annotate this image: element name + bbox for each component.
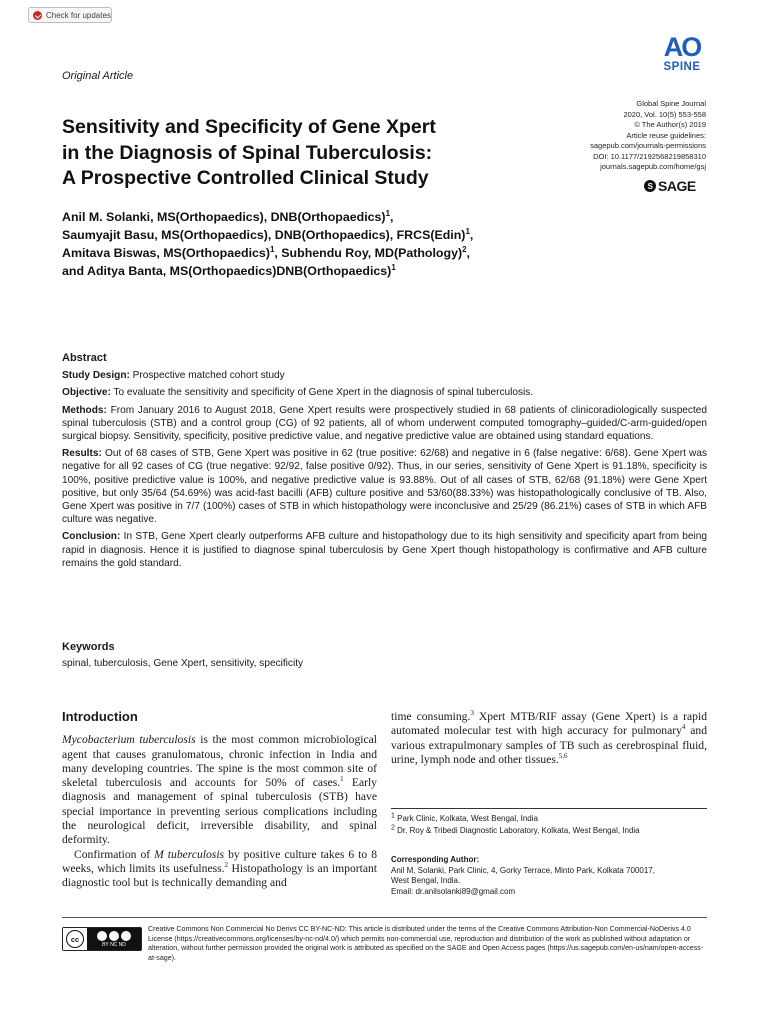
title-line: A Prospective Controlled Clinical Study [62, 167, 429, 189]
abstract-study-design: Study Design: Prospective matched cohort study [62, 370, 285, 382]
introduction-heading: Introduction [62, 709, 138, 724]
intro-paragraph-1: Mycobacterium tuberculosis is the most common microbiological agent that causes granulomatous, chronic infection in India and many developing countries. The spine is the most common site of skeletal tuberculosis and accounts for 50% of cases.$^1$ Early diagnosis and management of spinal tuberculosis (STB) have special importance in preventing serious complications including the neurological deficit, irreversible disability, and spinal deformity. [62, 733, 378, 847]
affiliation-divider [391, 808, 707, 809]
footer-divider [62, 917, 707, 918]
introduction-right-column [391, 710, 707, 767]
ao-spine-logo [656, 33, 708, 73]
author-line: Amitava Biswas, MS(Orthopaedics)$^1$, Subhendu Roy, MD(Pathology)$^2$, [62, 244, 470, 260]
abstract-conclusion: Conclusion: In STB, Gene Xpert clearly outperforms AFB culture and histopathology due to its high sensitivity and specificity apart from being rapid in diagnosis. Hence it is justified to diagnose spinal tuberculosis by Gene Xpert though histopathology is confirmative and AFB culture remains the gold standard. [62, 531, 707, 569]
corresponding-email[interactable]: Email: dr.anilsolanki89@gmail.com [391, 886, 516, 896]
article-type: Original Article [62, 70, 134, 82]
sage-logo [644, 178, 696, 194]
author-line: and Aditya Banta, MS(Orthopaedics)DNB(Orthopaedics)$^1$ [62, 262, 396, 278]
affiliation-item: $^2$ Dr. Roy & Tribedi Diagnostic Laboratory, Kolkata, West Bengal, India [391, 823, 640, 835]
reuse-label: Article reuse guidelines: [626, 130, 706, 140]
license-text: Creative Commons Non Commercial No Derivs CC BY-NC-ND: This article is distributed under the terms of the Creative Commons Attribution-Non Commercial-NoDerivs 4.0 License (https://creativecommons.org/licenses/by-nc-nd/4.0/) which permits non-commercial use, reproduction and distribution of the work as published without adaptation or alteration, without further permission provided the original work is attributed as specified on the SAGE and Open Access pages (https://us.sagepub.com/en-us/nam/open-access-at-sage). [148, 925, 704, 962]
abstract-objective: Objective: To evaluate the sensitivity and specificity of Gene Xpert in the diagnosis of spinal tuberculosis. [62, 387, 534, 399]
article-title [62, 115, 502, 192]
abstract-heading: Abstract [62, 352, 107, 364]
check-updates-icon [33, 11, 42, 20]
logo-ao: AO [663, 32, 701, 62]
abstract-results: Results: Out of 68 cases of STB, Gene Xpert was positive in 62 (true positive: 62/68) and negative in 6 (false negative: 6/68). Gene Xpert was negative for all 92 cases of CG (true negative: 92/92, false positive 0/92). Thus, in our series, sensitivity of Gene Xpert is 91.18%, specificity is 100%, positive predictive value is 100%, and negative predictive value is 93.88%. Out of all cases of STB, 62/68 (91.18%) were Gene Xpert positive, but only 35/64 (54.69%) was acid-fast bacilli (AFB) culture positive and 53/60(88.33%) was histopathologically conclusive of TB. Also, Gene Xpert was positive in 7/7 (100%) cases of STB in which histopathology were inconclusive and 25/29 (86.21%) cases of STB in which AFB culture was negative. [62, 448, 707, 526]
abstract-methods: Methods: From January 2016 to August 2018, Gene Xpert results were prospectively studied in 68 patients of clinicoradiologically suspected spinal tuberculosis (STB) and a control group (CG) of 92 patients, all of whom underwent computed tomography–guided/C-arm-guided/open surgical biopsy. Sensitivity, specificity, positive predictive value, and negative predictive value are obtained using standard equations. [62, 404, 707, 443]
corresponding-author [391, 855, 707, 897]
author-list [62, 208, 622, 280]
keywords-list: spinal, tuberculosis, Gene Xpert, sensitivity, specificity [62, 658, 304, 669]
introduction-left-column [62, 710, 377, 891]
title-line: in the Diagnosis of Spinal Tuberculosis: [62, 141, 433, 164]
publisher-name: SAGE [658, 178, 696, 194]
journal-volume: 2020, Vol. 10(5) 553-558 [623, 109, 706, 119]
abstract-section [62, 352, 707, 574]
author-line: Saumyajit Basu, MS(Orthopaedics), DNB(Orthopaedics), FRCS(Edin)$^1$, [62, 226, 474, 242]
corresponding-address: Anil M. Solanki, Park Clinic, 4, Gorky Terrace, Minto Park, Kolkata 700017, [391, 865, 655, 875]
copyright: © The Author(s) 2019 [634, 120, 706, 129]
intro-paragraph-continued: time consuming.$^3$ Xpert MTB/RIF assay (Gene Xpert) is a rapid automated molecular test with high accuracy for pulmonary$^4$ and various extrapulmonary samples of TB such as cerebrospinal fluid, urine, lymph node and other tissues.$^{5,6}$ [391, 709, 708, 766]
author-line: Anil M. Solanki, MS(Orthopaedics), DNB(Orthopaedics)$^1$, [62, 208, 394, 224]
journal-url[interactable]: journals.sagepub.com/home/gsj [600, 162, 706, 171]
keywords-heading: Keywords [62, 641, 115, 653]
cc-license-badge [62, 927, 142, 951]
corresponding-address: West Bengal, India. [391, 876, 461, 885]
affiliation-item: $^1$ Park Clinic, Kolkata, West Bengal, India [391, 812, 538, 823]
keywords-section [62, 641, 707, 670]
badge-text: BY NC ND [102, 941, 126, 948]
check-updates-label: Check for updates [46, 10, 111, 20]
cc-icon: cc [63, 928, 87, 950]
sage-s-icon: S [644, 180, 656, 192]
corresponding-heading: Corresponding Author: [391, 855, 480, 864]
affiliations [391, 813, 707, 836]
title-line: Sensitivity and Specificity of Gene Xpert [62, 116, 436, 138]
check-for-updates-button[interactable] [28, 7, 112, 23]
permissions-link[interactable]: sagepub.com/journals-permissions [590, 141, 706, 150]
doi[interactable]: DOI: 10.1177/2192568219858310 [593, 151, 706, 161]
journal-meta [548, 99, 706, 173]
journal-name: Global Spine Journal [636, 99, 706, 108]
intro-paragraph-2: Confirmation of M tuberculosis by positive culture takes 6 to 8 weeks, which limits its usefulness.$^2$ Histopathology is an important diagnostic tool but is technically demanding and [62, 847, 378, 890]
logo-spine: SPINE [663, 61, 701, 73]
by-nc-nd-icons [87, 928, 141, 950]
